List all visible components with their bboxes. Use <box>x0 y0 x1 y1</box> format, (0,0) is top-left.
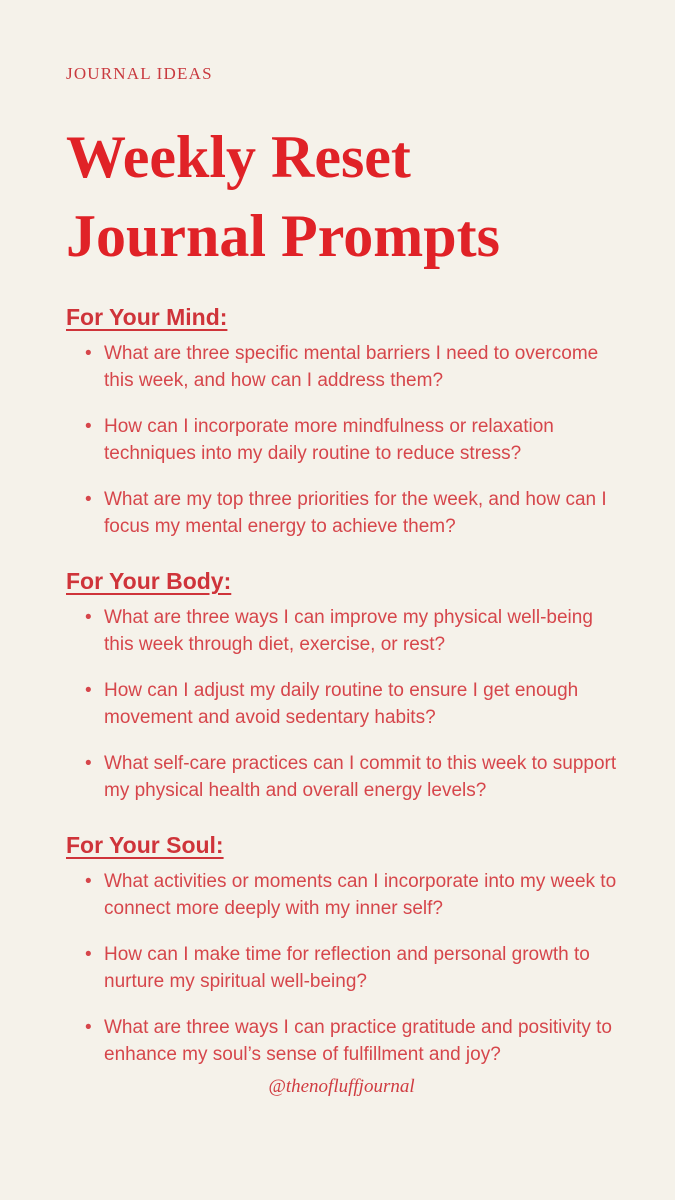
prompt-text: How can I incorporate more mindfulness or relaxation techniques into my daily routine to reduce stress? <box>104 416 554 464</box>
prompt-text: What activities or moments can I incorporate into my week to connect more deeply with my inner self? <box>104 871 617 919</box>
bullet-icon: • <box>85 489 92 510</box>
prompt-item <box>66 941 617 995</box>
bullet-icon: • <box>85 680 92 701</box>
prompt-list-mind <box>66 340 617 540</box>
prompt-item <box>66 868 617 922</box>
bullet-icon: • <box>85 1017 92 1038</box>
section-mind <box>66 302 617 540</box>
prompt-list-body <box>66 604 617 804</box>
eyebrow-label: JOURNAL IDEAS <box>66 64 213 83</box>
prompt-item <box>66 340 617 394</box>
prompt-text: What are three specific mental barriers I need to overcome this week, and how can I address them? <box>104 343 599 391</box>
page-title: Weekly Reset Journal Prompts <box>66 124 500 269</box>
prompt-item <box>66 750 617 804</box>
bullet-icon: • <box>85 343 92 364</box>
prompt-text: What are my top three priorities for the week, and how can I focus my mental energy to achieve them? <box>104 489 607 537</box>
prompt-text: What are three ways I can practice gratitude and positivity to enhance my soul’s sense of fulfillment and joy? <box>104 1017 612 1065</box>
bullet-icon: • <box>85 607 92 628</box>
prompt-item <box>66 1014 617 1068</box>
prompt-item <box>66 677 617 731</box>
prompt-item <box>66 604 617 658</box>
social-handle: @thenofluffjournal <box>268 1076 415 1097</box>
section-soul <box>66 830 617 1068</box>
prompt-text: What are three ways I can improve my physical well-being this week through diet, exercise, or rest? <box>104 607 593 655</box>
section-body <box>66 566 617 804</box>
section-heading-mind: For Your Mind: <box>66 304 228 330</box>
prompt-item <box>66 413 617 467</box>
bullet-icon: • <box>85 871 92 892</box>
prompt-text: How can I adjust my daily routine to ensure I get enough movement and avoid sedentary habits? <box>104 680 579 728</box>
prompt-item <box>66 486 617 540</box>
prompt-text: How can I make time for reflection and personal growth to nurture my spiritual well-being? <box>104 944 590 992</box>
bullet-icon: • <box>85 416 92 437</box>
bullet-icon: • <box>85 944 92 965</box>
section-heading-soul: For Your Soul: <box>66 832 224 858</box>
prompt-list-soul <box>66 868 617 1068</box>
prompt-text: What self-care practices can I commit to this week to support my physical health and overall energy levels? <box>104 753 617 801</box>
section-heading-body: For Your Body: <box>66 568 232 594</box>
bullet-icon: • <box>85 753 92 774</box>
